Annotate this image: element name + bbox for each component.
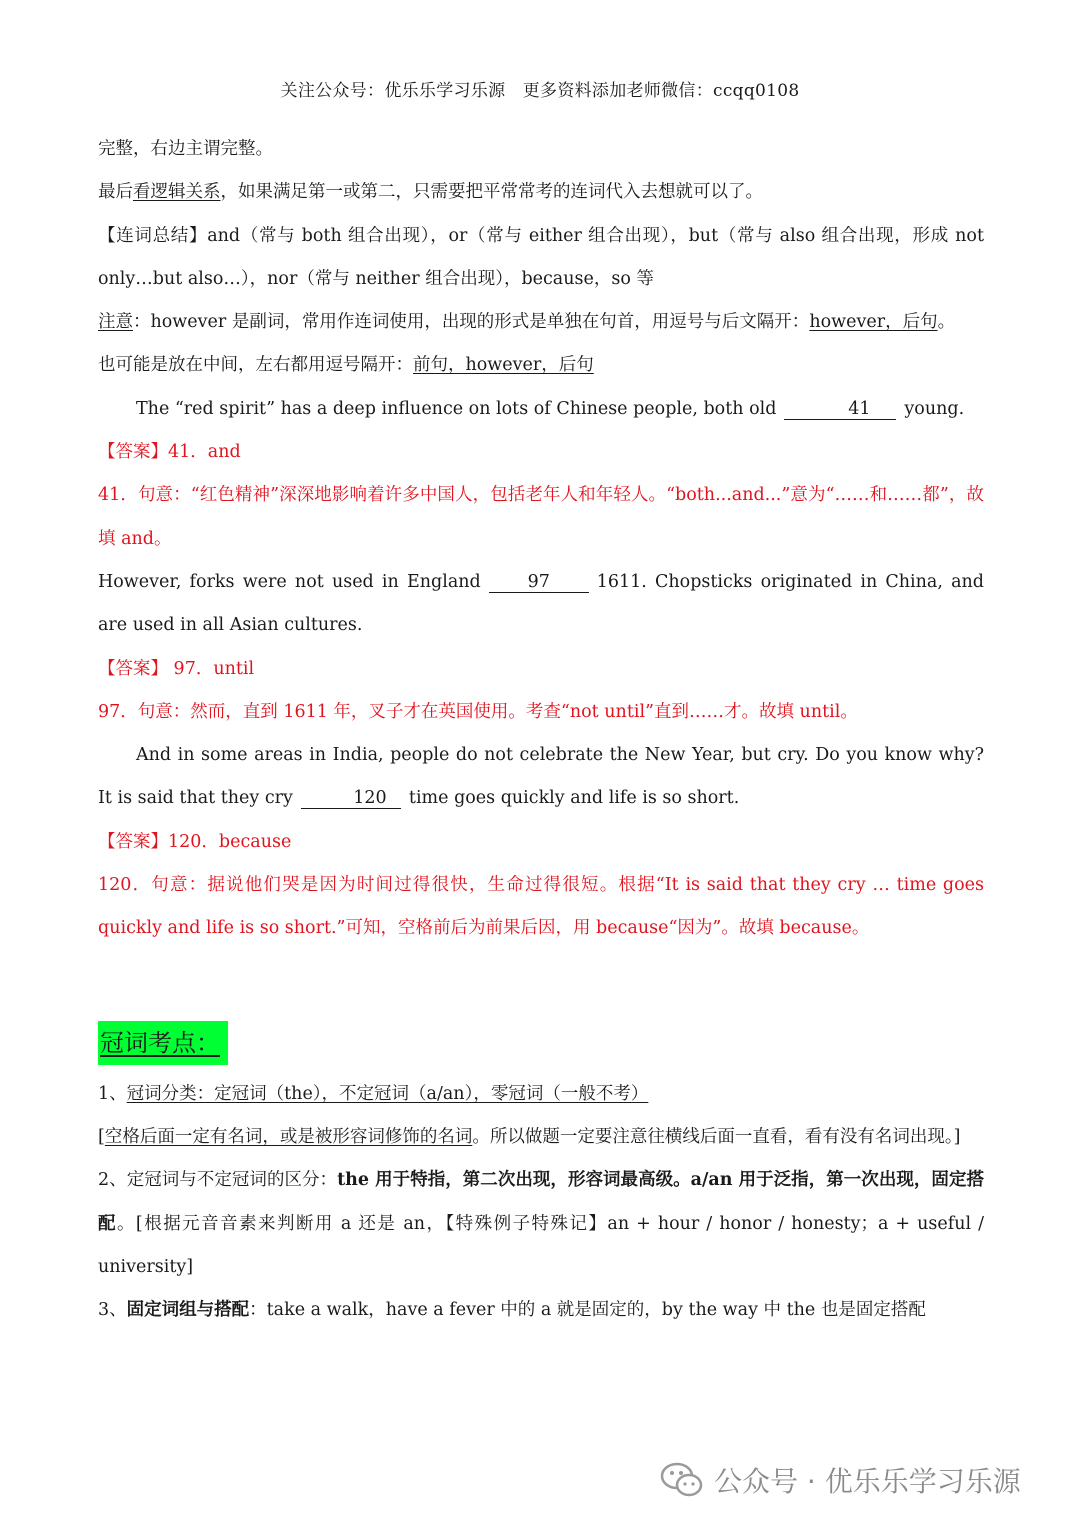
page-header: 关注公众号：优乐乐学习乐源 更多资料添加老师微信：ccqq0108 (280, 81, 800, 101)
blank-97: 97 (489, 572, 589, 593)
question-120: And in some areas in India, people do not celebrate the New Year, but cry. Do you know why? It is said that they cry 120 time goes quickly and life is so short. (98, 745, 984, 809)
article-point-3: 3、固定词组与搭配：take a walk，have a fever 中的 a 就是固定的，by the way 中 the 也是固定搭配 (98, 1300, 926, 1321)
question-97: However, forks were not used in England 97 1611. Chopsticks originated in China, and are used in all Asian cultures. (98, 571, 984, 636)
watermark-text: 公众号 · 优乐乐学习乐源 (714, 1465, 1021, 1498)
explanation-41: 41．句意：“红色精神”深深地影响着许多中国人，包括老年人和年轻人。“both...and...”意为“……和……都”，故填 and。 (98, 485, 984, 549)
wechat-icon (660, 1460, 704, 1500)
note-line: 也可能是放在中间，左右都用逗号隔开：前句，however，后句 (98, 355, 594, 376)
article-point-1: 1、冠词分类：定冠词（the），不定冠词（a/an），零冠词（一般不考） (98, 1083, 649, 1104)
text-line: 最后看逻辑关系，如果满足第一或第二，只需要把平常常考的连词代入去想就可以了。 (98, 182, 763, 203)
answer-120: 【答案】120．because (98, 831, 292, 852)
wechat-watermark (660, 1460, 1021, 1500)
note-line: 注意：however 是副词，常用作连词使用，出现的形式是单独在句首，用逗号与后文隔开：however，后句。 (98, 312, 956, 333)
section-title-articles: 冠词考点： (98, 1021, 228, 1065)
text-line: 完整，右边主谓完整。 (98, 139, 273, 159)
explanation-97: 97．句意：然而，直到 1611 年，叉子才在英国使用。考查“not until”直到……才。故填 until。 (98, 701, 858, 722)
blank-120: 120 (301, 788, 401, 809)
question-41: The “red spirit” has a deep influence on lots of Chinese people, both old 41 young. (136, 398, 965, 419)
explanation-120: 120．句意：据说他们哭是因为时间过得很快，生命过得很短。根据“It is said that they cry … time goes quickly and life is so short.”可知，空格前后为前果后因，用 because“因为”。故填 because。 (98, 875, 984, 939)
answer-97: 【答案】 97．until (98, 658, 255, 679)
article-point-2: 2、定冠词与不定冠词的区分：the 用于特指，第二次出现，形容词最高级。a/an 用于泛指，第一次出现，固定搭配。[根据元音音素来判断用 a 还是 an，【特殊例子特殊记】an + hour / honor / honesty；a + useful / university] (98, 1170, 985, 1277)
blank-41: 41 (784, 399, 896, 420)
document-body (98, 128, 984, 1332)
article-note: [空格后面一定有名词，或是被形容词修饰的名词。所以做题一定要注意往横线后面一直看，看有没有名词出现。] (98, 1126, 961, 1147)
answer-41: 【答案】41．and (98, 442, 241, 463)
conjunction-summary: 【连词总结】and（常与 both 组合出现），or（常与 either 组合出现），but（常与 also 组合出现，形成 not only…but also…），nor（常与 neither 组合出现），because，so 等 (98, 225, 984, 289)
